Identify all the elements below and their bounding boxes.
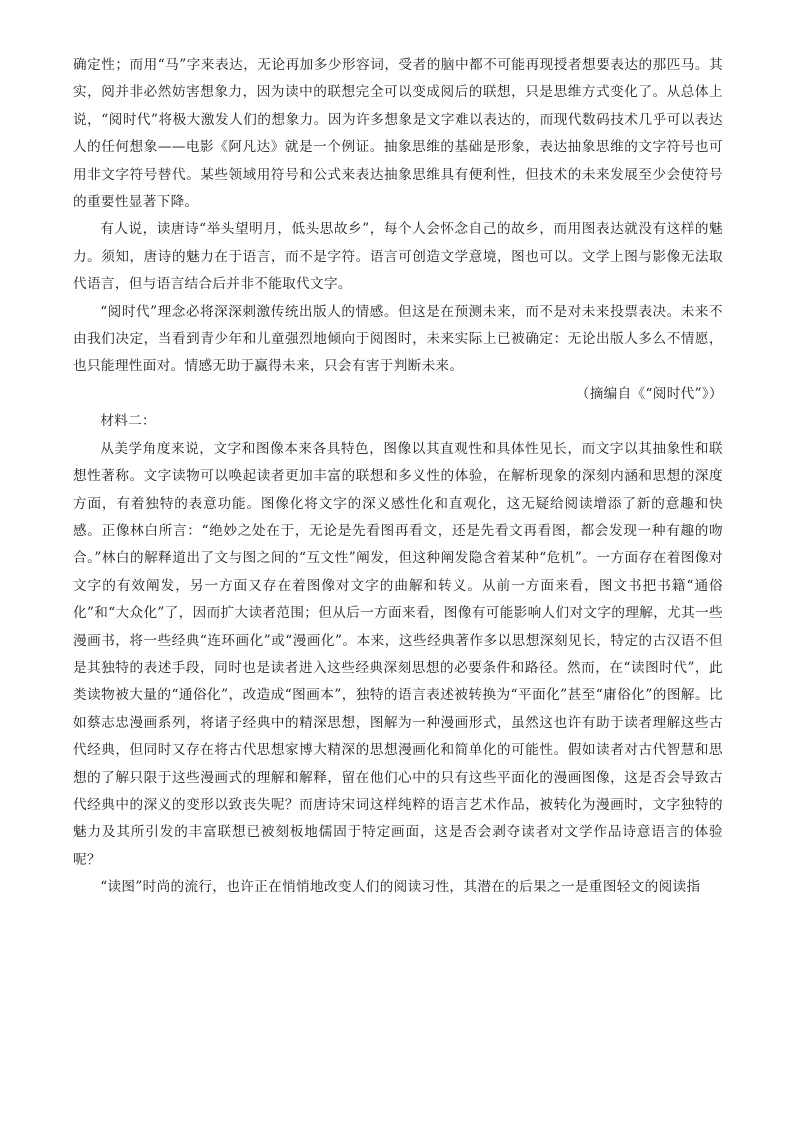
material-two-heading: 材料二： <box>100 413 156 430</box>
source-citation: （摘编自《“阅时代”》） <box>575 385 723 402</box>
paragraph-continuation: 确定性；而用“马”字来表达，无论再加多少形容词，受者的脑中都不可能再现授者想要表达的那匹马。其实，阅并非必然妨害想象力，因为读中的联想完全可以变成阅后的联想，只是思维方式变化了。从总体上说，“阅时代”将极大激发人们的想象力。因为许多想象是文字难以表达的，而现代数码技术几乎可以表达人的任何想象——电影《阿凡达》就是一个例证。抽象思维的基础是形象，表达抽象思维的文字符号也可用非文字符号替代。某些领域用符号和公式来表达抽象思维具有便利性，但技术的未来发展至少会使符号的重要性显著下降。 <box>73 57 723 211</box>
document-page <box>73 52 723 902</box>
paragraph-aesthetics: 从美学角度来说，文字和图像本来各具特色，图像以其直观性和具体性见长，而文字以其抽象性和联想性著称。文字读物可以唤起读者更加丰富的联想和多义性的体验，在解析现象的深刻内涵和思想的深度方面，有着独特的表意功能。图像化将文字的深义感性化和直观化，这无疑给阅读增添了新的意趣和快感。正像林白所言：“绝妙之处在于，无论是先看图再看文，还是先看文再看图，都会发现一种有趣的吻合。”林白的解释道出了文与图之间的“互文性”阐发，但这种阐发隐含着某种“危机”。一方面存在着图像对文字的有效阐发，另一方面又存在着图像对文字的曲解和转义。从前一方面来看，图文书把书籍“通俗化”和“大众化”了，因而扩大读者范围；但从后一方面来看，图像有可能影响人们对文字的理解，尤其一些漫画书，将一些经典“连环画化”或“漫画化”。本来，这些经典著作多以思想深刻见长，特定的古汉语不但是其独特的表述手段，同时也是读者进入这些经典深刻思想的必要条件和路径。然而，在“读图时代”，此类读物被大量的“通俗化”，改造成“图画本”，独特的语言表述被转换为“平面化”甚至“庸俗化”的图解。比如蔡志忠漫画系列，将诸子经典中的精深思想，图解为一种漫画形式，虽然这也许有助于读者理解这些古代经典，但同时又存在将古代思想家博大精深的思想漫画化和简单化的可能性。假如读者对古代智慧和思想的了解只限于这些漫画式的理解和解释，留在他们心中的只有这些平面化的漫画图像，这是否会导致古代经典中的深义的变形以致丧失呢？而唐诗宋词这样纯粹的语言艺术作品，被转化为漫画时，文字独特的魅力及其所引发的丰富联想已被刻板地儒固于特定画面，这是否会剥夺读者对文学作品诗意语言的体验呢？ <box>73 440 723 868</box>
paragraph-tang-poetry: 有人说，读唐诗“举头望明月，低头思故乡”，每个人会怀念自己的故乡，而用图表达就没有这样的魅力。须知，唐诗的魅力在于语言，而不是字符。语言可创造文学意境，图也可以。文学上图与影像无法取代语言，但与语言结合后并非不能取代文字。 <box>73 221 723 293</box>
paragraph-reading-trend: “读图”时尚的流行，也许正在悄悄地改变人们的阅读习性，其潜在的后果之一是重图轻文的阅读指 <box>100 879 701 896</box>
paragraph-publisher-emotion: “阅时代”理念必将深深刺激传统出版人的情感。但这是在预测未来，而不是对未来投票表决。未来不由我们决定，当看到青少年和儿童强烈地倾向于阅图时，未来实际上已被确定：无论出版人多么不情愿，也只能理性面对。情感无助于赢得未来，只会有害于判断未来。 <box>73 303 723 375</box>
